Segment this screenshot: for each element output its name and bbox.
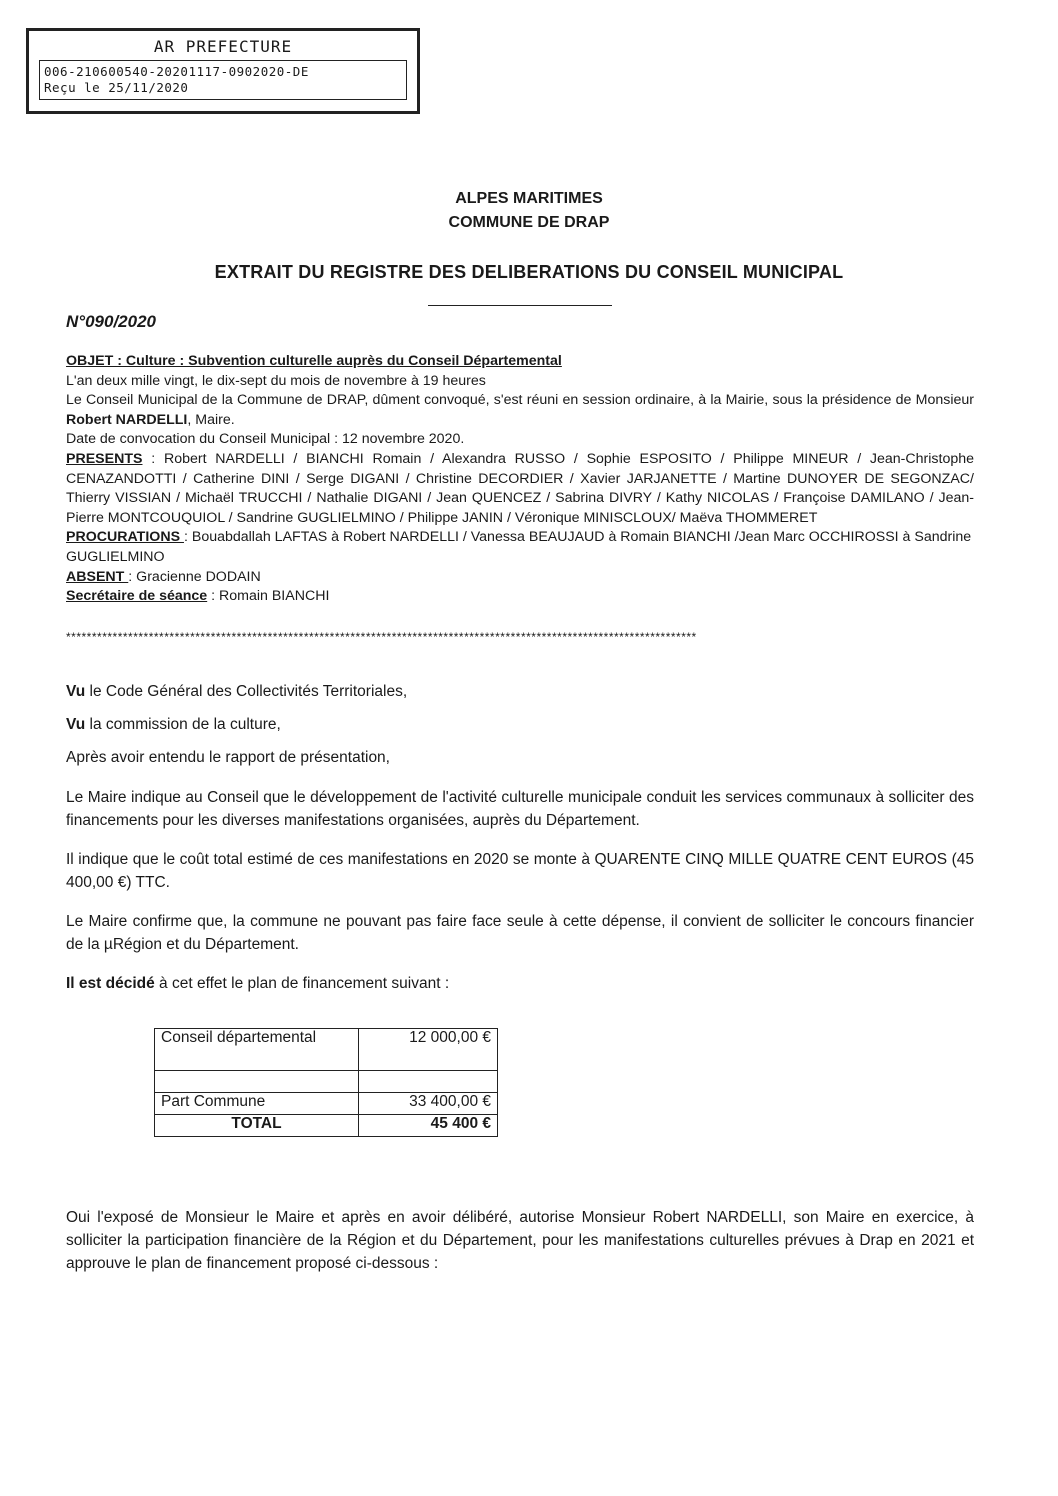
paragraph-cout: Il indique que le coût total estimé de ces manifestations en 2020 se monte à QUARENTE CINQ MILLE QUATRE CENT EUROS (45 400,00 €) TTC.: [66, 851, 974, 891]
session-details: [66, 352, 974, 607]
table-total-row: [155, 1115, 498, 1137]
procurations-label: PROCURATIONS: [66, 529, 184, 546]
commune-name: COMMUNE DE DRAP: [448, 214, 610, 231]
vu-commission: [66, 713, 974, 736]
stamp-title: AR PREFECTURE: [153, 37, 293, 56]
secretaire-label: Secrétaire de séance: [66, 588, 208, 605]
absent-list: [66, 568, 974, 588]
presents-names: : Robert NARDELLI / BIANCHI Romain / Alexandra RUSSO / Sophie ESPOSITO / Philippe MINEUR / Jean-Christophe CENAZANDOTTI / Catherine DINI / Serge DIGANI / Christine DECORDIER / Xavier JARJANETTE / Martine DUNOYER DE SEGONZAC/ Thierry VISSIAN / Michaël TRUCCHI / Nathalie DIGANI / Jean QUENCEZ / Sabrina DIVRY / Kathy NICOLAS / Françoise DAMILANO / Jean-Pierre MONTCOUQUIOL / Sandrine GUGLIELMINO / Philippe JANIN / Véronique MINISCLOUX/ Maëva THOMMERET: [66, 450, 974, 526]
convocation-text: [66, 391, 974, 430]
asterisk-separator: **************************************************************************************************************************: [66, 630, 697, 644]
vu-code: [66, 680, 974, 703]
row-amount: 12 000,00 €: [359, 1029, 498, 1071]
row-label: Conseil départemental: [155, 1029, 359, 1071]
paragraph-activite: Le Maire indique au Conseil que le développement de l'activité culturelle municipale conduit les services communaux à solliciter des financements pour les diverses manifestations organisées, auprès du Département.: [66, 789, 974, 829]
apres-rapport: Après avoir entendu le rapport de présentation,: [66, 749, 390, 766]
secretaire-line: [66, 587, 974, 607]
vu-code-text: le Code Général des Collectivités Territoriales,: [85, 683, 408, 700]
financing-table: [154, 1028, 498, 1137]
secretaire-name: : Romain BIANCHI: [207, 588, 330, 605]
title-divider: [428, 305, 612, 306]
vu-commission-text: la commission de la culture,: [85, 716, 281, 733]
row-label: [155, 1071, 359, 1093]
document-title: EXTRAIT DU REGISTRE DES DELIBERATIONS DU CONSEIL MUNICIPAL: [214, 262, 844, 282]
procurations-list: [66, 528, 974, 567]
mayor-name: Robert NARDELLI: [66, 411, 188, 428]
session-date: L'an deux mille vingt, le dix-sept du mois de novembre à 19 heures: [66, 372, 486, 389]
decision-line: [66, 972, 974, 995]
conclusion-paragraph: Oui l'exposé de Monsieur le Maire et après en avoir délibéré, autorise Monsieur Robert NARDELLI, son Maire en exercice, à solliciter la participation financière de la Région et du Département, pour les manifestations culturelles prévues à Drap en 2021 et approuve le plan de financement proposé ci-dessous :: [66, 1209, 974, 1272]
vu-commission-bold: Vu: [66, 716, 86, 733]
convocation-date: Date de convocation du Conseil Municipal : 12 novembre 2020.: [66, 431, 465, 448]
department-name: ALPES MARITIMES: [455, 190, 603, 207]
row-amount: [359, 1071, 498, 1093]
absent-label: ABSENT: [66, 568, 129, 585]
procurations-names: : Bouabdallah LAFTAS à Robert NARDELLI / Vanessa BEAUJAUD à Romain BIANCHI /Jean Marc OCCHIROSSI à Sandrine GUGLIELMINO: [66, 529, 972, 565]
objet-line: OBJET : Culture : Subvention culturelle auprès du Conseil Départemental: [66, 353, 562, 369]
total-amount: 45 400 €: [359, 1115, 498, 1137]
deliberation-body: [66, 680, 974, 995]
stamp-received-date: Reçu le 25/11/2020: [44, 80, 189, 95]
prefecture-stamp: [26, 28, 420, 114]
convocation-text-after: , Maire.: [187, 411, 235, 428]
table-row: [155, 1071, 498, 1093]
row-label: Part Commune: [155, 1093, 359, 1115]
row-amount: 33 400,00 €: [359, 1093, 498, 1115]
decision-text: à cet effet le plan de financement suivant :: [154, 975, 450, 992]
stamp-reference-number: 006-210600540-20201117-0902020-DE: [44, 64, 309, 79]
table-row: [155, 1093, 498, 1115]
total-label: TOTAL: [155, 1115, 359, 1137]
table-row: [155, 1029, 498, 1071]
absent-names: : Gracienne DODAIN: [128, 568, 261, 585]
convocation-text-before: Le Conseil Municipal de la Commune de DRAP, dûment convoqué, s'est réuni en session ordinaire, à la Mairie, sous la présidence de Monsieur: [66, 392, 974, 409]
presents-label: PRESENTS: [66, 450, 143, 467]
deliberation-number: N°090/2020: [66, 312, 156, 331]
stamp-reference-box: [39, 60, 407, 100]
decision-bold: Il est décidé: [66, 975, 155, 992]
vu-code-bold: Vu: [66, 683, 86, 700]
presents-list: [66, 450, 974, 528]
paragraph-concours: Le Maire confirme que, la commune ne pouvant pas faire face seule à cette dépense, il convient de solliciter le concours financier de la µRégion et du Département.: [66, 913, 974, 953]
